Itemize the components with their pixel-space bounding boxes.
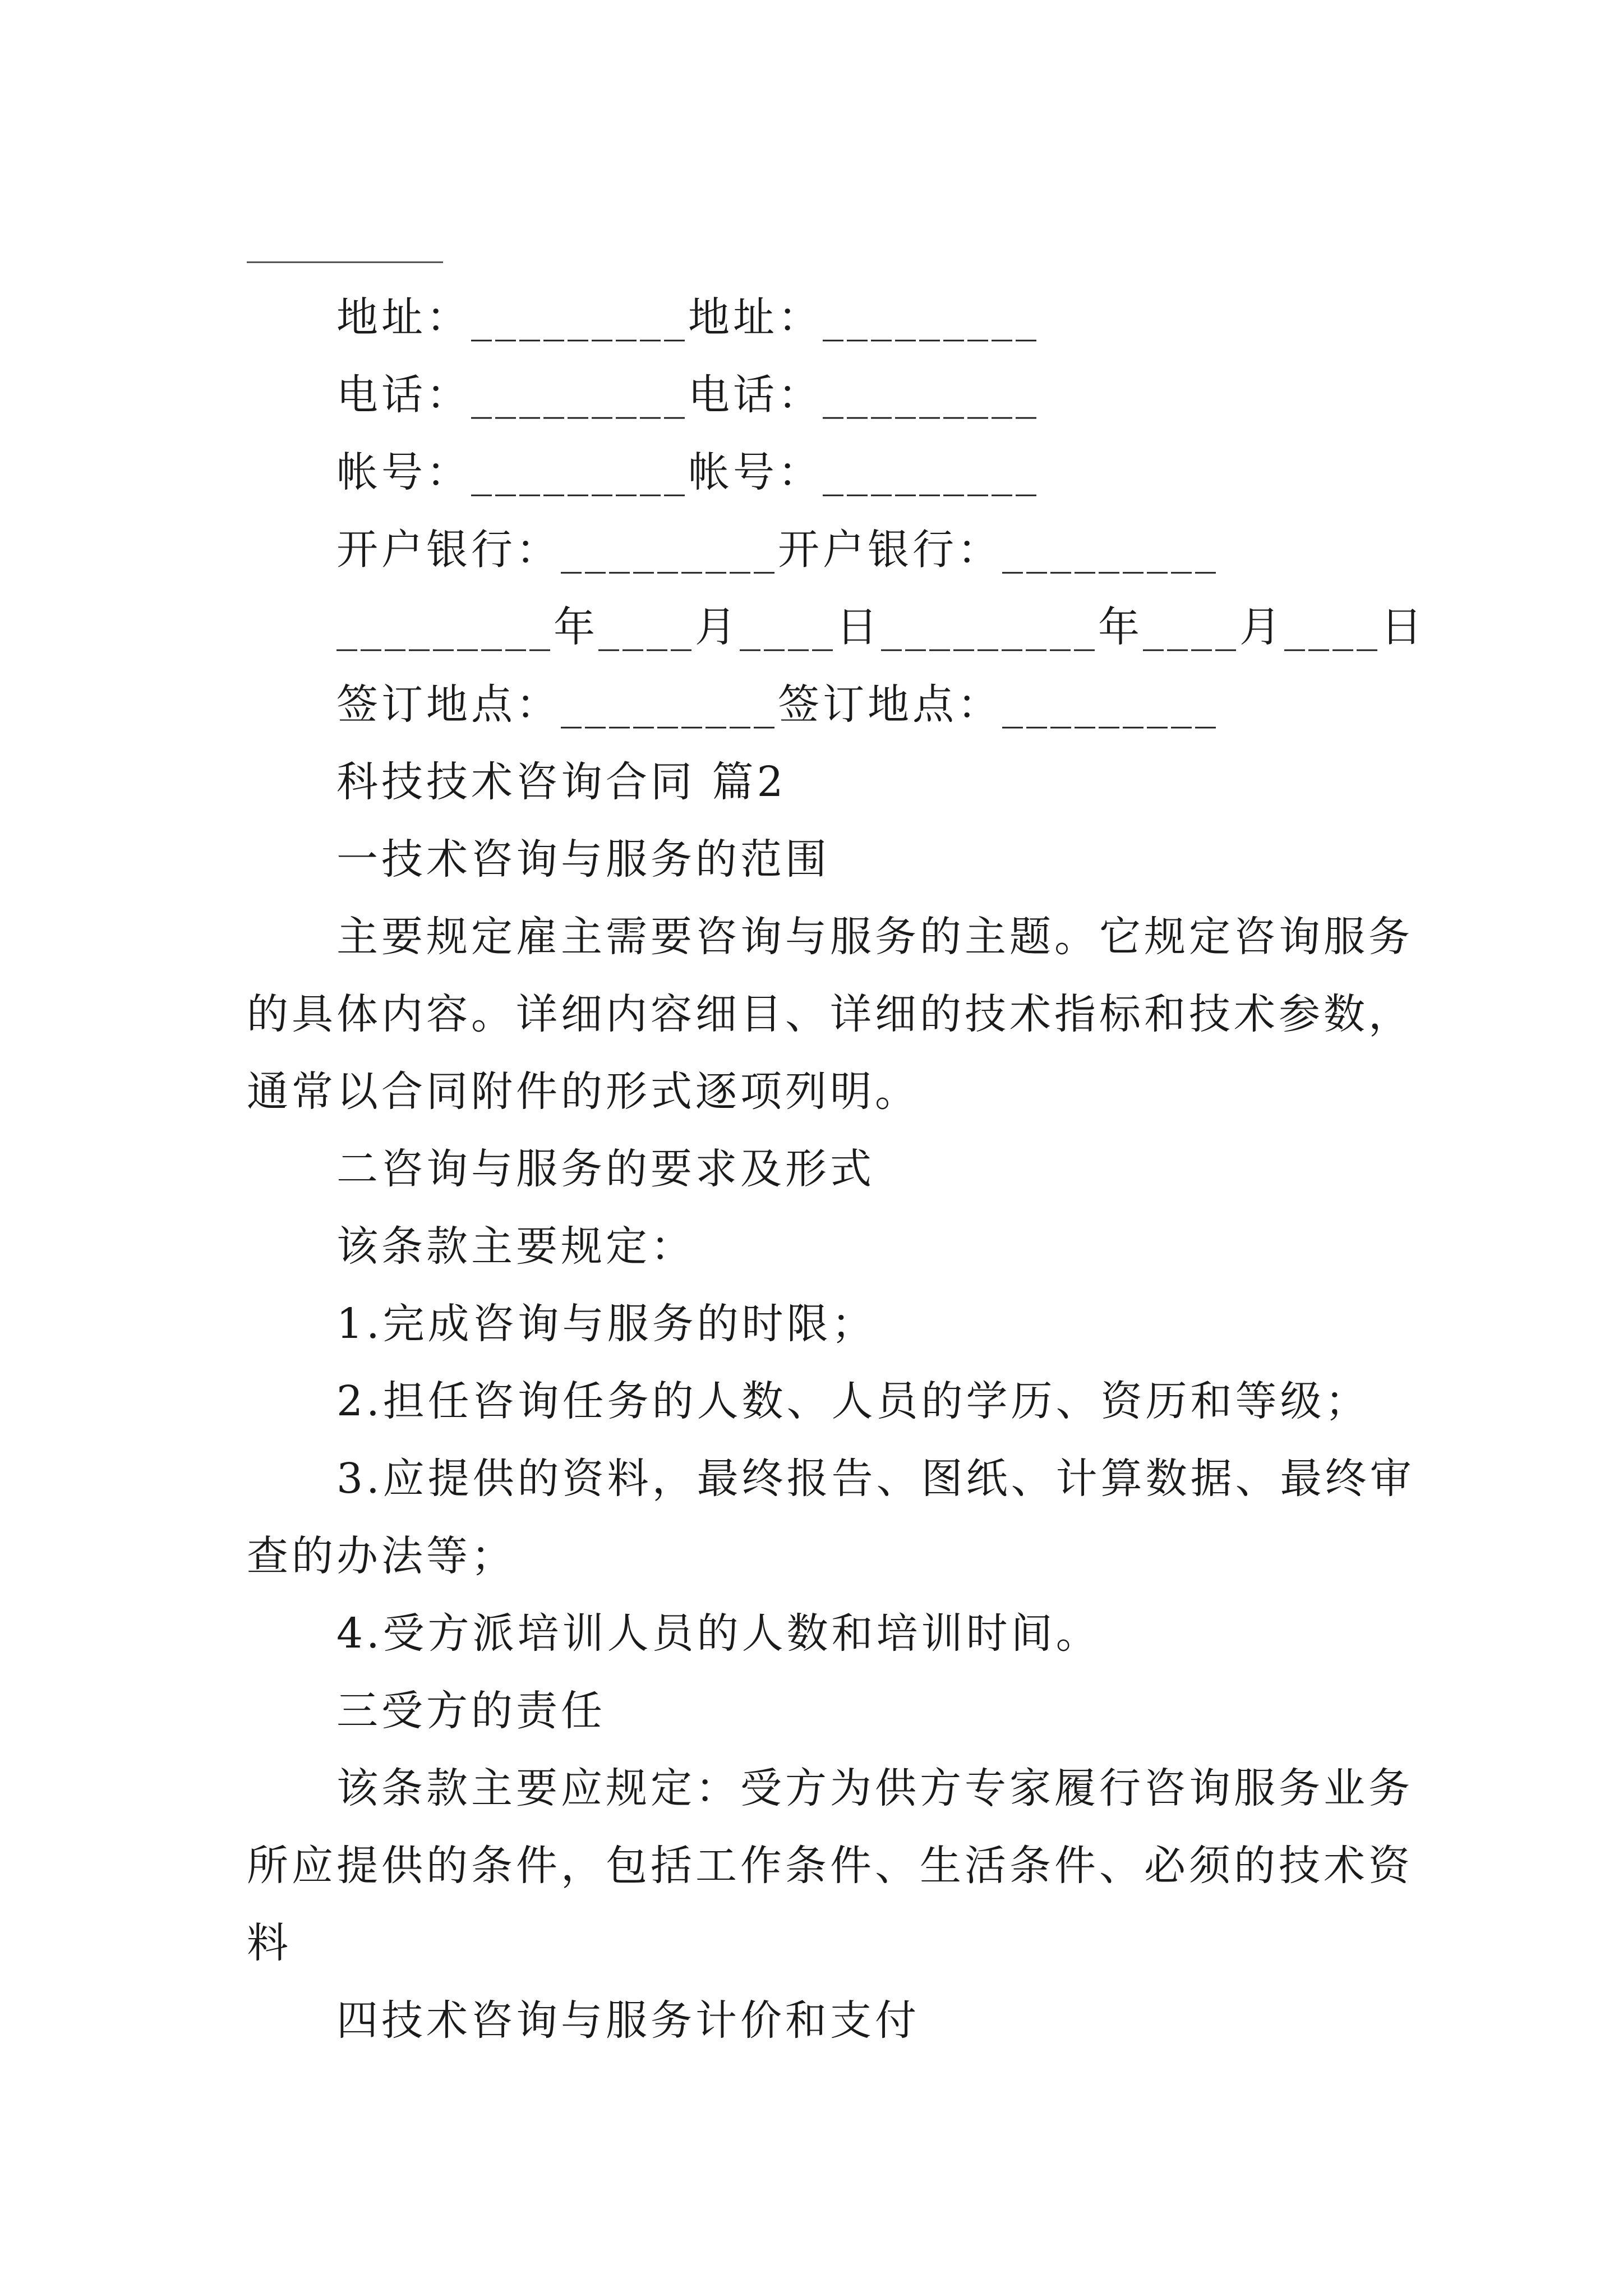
paragraph-line: 该条款主要规定： — [336, 1222, 695, 1271]
clause-heading-4: 四技术咨询与服务计价和支付 — [336, 1996, 920, 2045]
date-line: _________年____月____日_________年____月____日 — [336, 603, 1426, 651]
bank-line: 开户银行：_________开户银行：_________ — [336, 526, 1219, 574]
clause-heading-3: 三受方的责任 — [336, 1687, 606, 1735]
paragraph-line: 该条款主要应规定：受方为供方专家履行咨询服务业务 — [336, 1764, 1413, 1812]
clause-heading-2: 二咨询与服务的要求及形式 — [336, 1145, 875, 1193]
account-line: 帐号：_________帐号：_________ — [336, 448, 1040, 496]
paragraph-line: 所应提供的条件，包括工作条件、生活条件、必须的技术资 — [247, 1842, 1413, 1890]
signature-underline — [247, 261, 443, 263]
list-item: 3.应提供的资料，最终报告、图纸、计算数据、最终审 — [336, 1455, 1415, 1503]
list-item-continuation: 查的办法等； — [247, 1532, 516, 1580]
paragraph-line: 通常以合同附件的形式逐项列明。 — [247, 1068, 920, 1116]
address-line: 地址：_________地址：_________ — [336, 293, 1040, 342]
signing-place-line: 签订地点：_________签订地点：_________ — [336, 680, 1219, 729]
list-item: 4.受方派培训人员的人数和培训时间。 — [336, 1609, 1101, 1658]
phone-line: 电话：_________电话：_________ — [336, 371, 1040, 419]
paragraph-line: 主要规定雇主需要咨询与服务的主题。它规定咨询服务 — [336, 913, 1413, 961]
section-heading: 科技技术咨询合同 篇2 — [336, 758, 787, 806]
clause-heading-1: 一技术咨询与服务的范围 — [336, 835, 830, 884]
paragraph-line: 料 — [247, 1919, 292, 1967]
list-item: 2.担任咨询任务的人数、人员的学历、资历和等级； — [336, 1377, 1370, 1425]
paragraph-line: 的具体内容。详细内容细目、详细的技术指标和技术参数， — [247, 990, 1413, 1038]
list-item: 1.完成咨询与服务的时限； — [336, 1300, 877, 1348]
